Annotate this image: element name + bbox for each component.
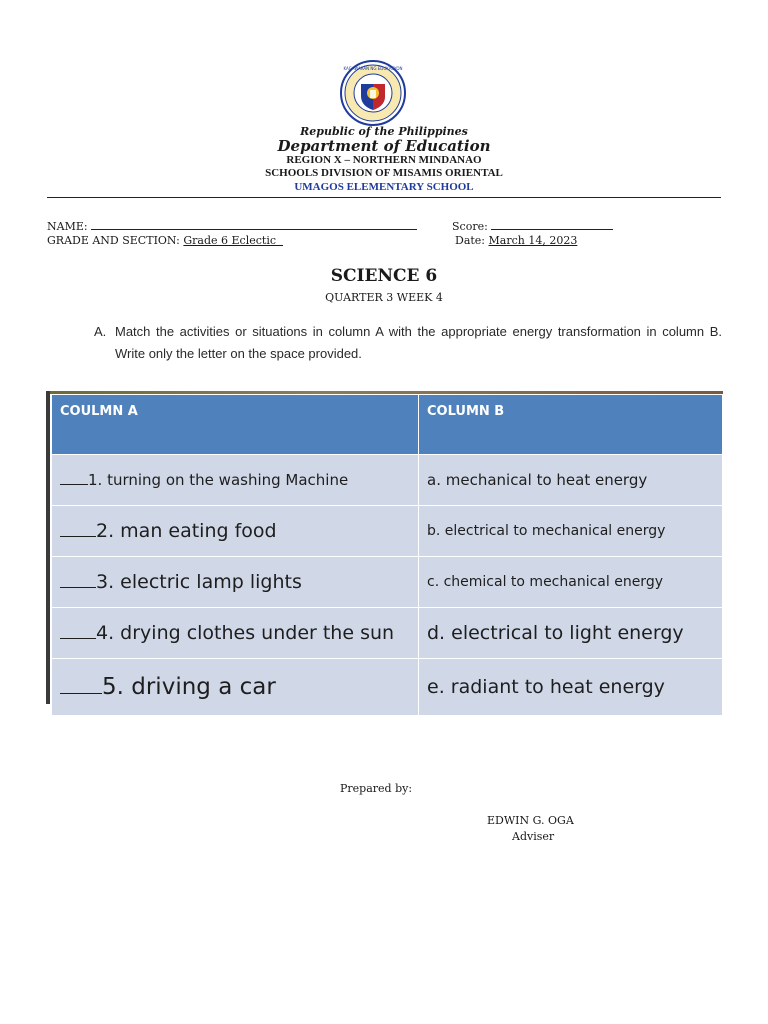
column-b-cell: a. mechanical to heat energy xyxy=(419,455,723,506)
deped-seal-logo xyxy=(340,60,406,126)
table-row xyxy=(52,455,723,506)
answer-blank[interactable] xyxy=(60,587,96,588)
item-text: 4. drying clothes under the sun xyxy=(96,622,395,644)
score-field[interactable] xyxy=(452,219,613,233)
answer-blank[interactable] xyxy=(60,536,96,537)
column-a-cell xyxy=(52,659,419,716)
instruction-text: Match the activities or situations in column A with the appropriate energy transformation in column B. Write only the letter on the space provided. xyxy=(115,324,722,361)
instruction-letter: A. xyxy=(94,324,107,339)
instruction xyxy=(94,321,722,365)
republic-heading: Republic of the Philippines xyxy=(300,125,468,138)
matching-table xyxy=(46,391,723,704)
table-header-row xyxy=(52,395,723,455)
answer-blank[interactable] xyxy=(60,484,88,485)
table-left-bar xyxy=(46,391,50,704)
column-b-cell: b. electrical to mechanical energy xyxy=(419,506,723,557)
school-heading: UMAGOS ELEMENTARY SCHOOL xyxy=(294,181,474,193)
grade-label: GRADE AND SECTION: xyxy=(47,234,180,247)
date-label: Date: xyxy=(455,234,486,247)
column-a-cell xyxy=(52,557,419,608)
column-a-header: COULMN A xyxy=(52,395,419,455)
column-b-cell: e. radiant to heat energy xyxy=(419,659,723,716)
item-text: 5. driving a car xyxy=(102,674,276,700)
score-label: Score: xyxy=(452,220,488,233)
name-label: NAME: xyxy=(47,220,88,233)
date-field xyxy=(455,234,577,247)
column-a-cell xyxy=(52,455,419,506)
adviser-name: EDWIN G. OGA xyxy=(487,814,574,827)
table-row xyxy=(52,506,723,557)
table-row xyxy=(52,557,723,608)
adviser-role: Adviser xyxy=(512,830,555,843)
answer-blank[interactable] xyxy=(60,693,102,694)
column-a-cell xyxy=(52,506,419,557)
name-blank[interactable] xyxy=(91,219,417,230)
column-b-cell: c. chemical to mechanical energy xyxy=(419,557,723,608)
item-text: 3. electric lamp lights xyxy=(96,571,302,593)
grade-value: Grade 6 Eclectic xyxy=(183,234,276,247)
header-divider xyxy=(47,197,721,198)
name-field[interactable] xyxy=(47,219,417,233)
item-text: 1. turning on the washing Machine xyxy=(88,471,349,489)
table-row xyxy=(52,659,723,716)
grade-field xyxy=(47,234,283,247)
table-row xyxy=(52,608,723,659)
answer-blank[interactable] xyxy=(60,638,96,639)
item-text: 2. man eating food xyxy=(96,520,277,542)
department-heading: Department of Education xyxy=(277,137,491,155)
column-b-cell: d. electrical to light energy xyxy=(419,608,723,659)
page-subtitle: QUARTER 3 WEEK 4 xyxy=(325,291,443,304)
svg-text:KAGAWARAN NG EDUKASYON: KAGAWARAN NG EDUKASYON xyxy=(343,66,403,71)
column-b-header: COLUMN B xyxy=(419,395,723,455)
date-value: March 14, 2023 xyxy=(488,234,578,247)
column-a-cell xyxy=(52,608,419,659)
division-heading: SCHOOLS DIVISION OF MISAMIS ORIENTAL xyxy=(265,167,503,179)
score-blank[interactable] xyxy=(491,219,613,230)
page-title: SCIENCE 6 xyxy=(330,266,438,286)
region-heading: REGION X – NORTHERN MINDANAO xyxy=(286,154,482,166)
prepared-by-label: Prepared by: xyxy=(340,782,413,795)
